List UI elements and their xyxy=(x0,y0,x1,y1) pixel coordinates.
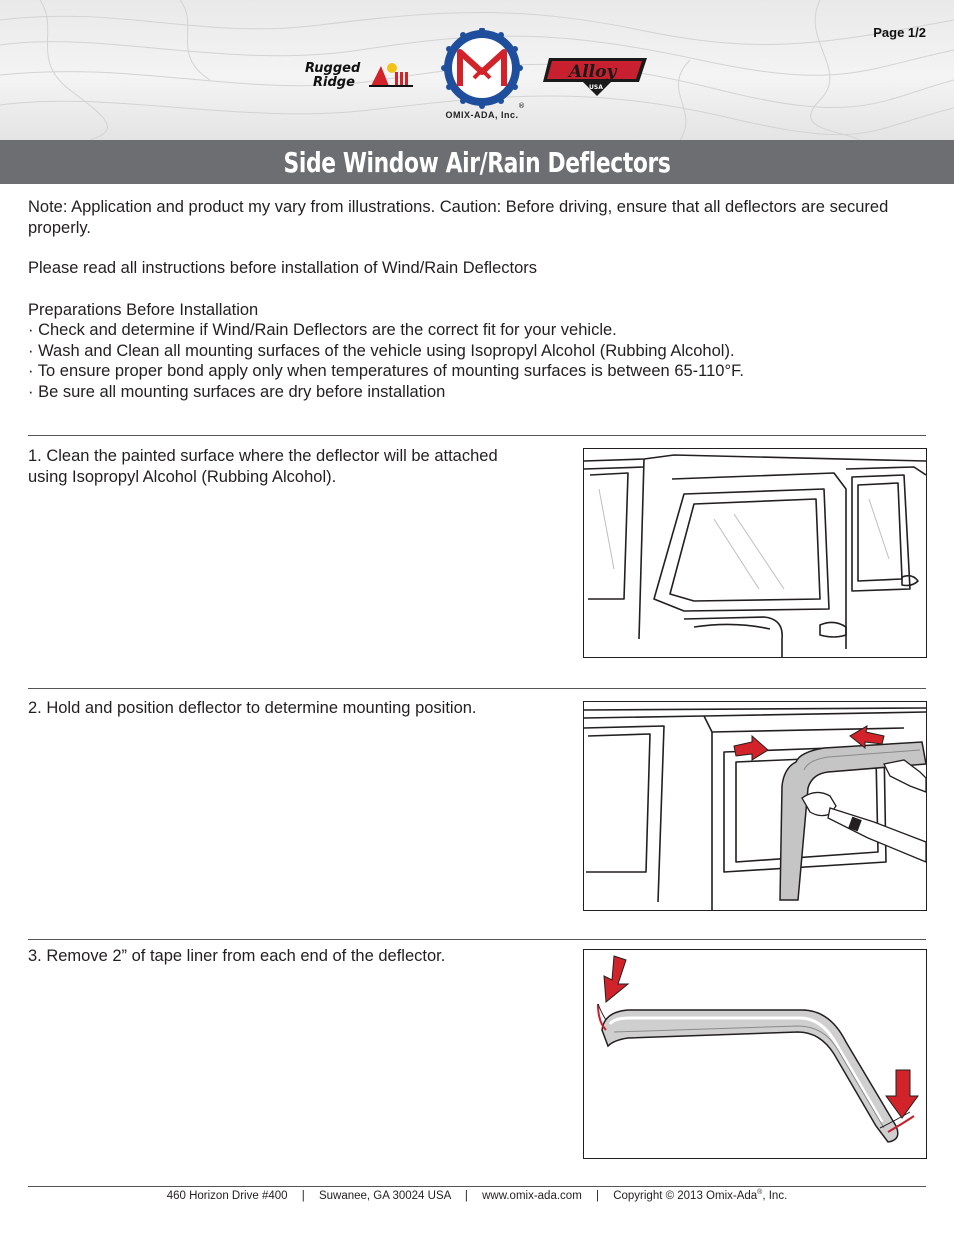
page-number: Page 1/2 xyxy=(873,25,926,40)
footer-city: Suwanee, GA 30024 USA xyxy=(318,1189,451,1202)
alloy-logo-sub: USA xyxy=(589,84,603,91)
read-instructions-line: Please read all instructions before installation of Wind/Rain Deflectors xyxy=(28,259,538,277)
registered-mark: ® xyxy=(518,102,525,110)
footer-divider xyxy=(28,1186,926,1187)
step-1-illustration xyxy=(583,448,927,658)
footer-copyright: Copyright © 2013 Omix-Ada xyxy=(613,1189,758,1202)
section-divider xyxy=(28,688,926,689)
footer-copyright-suffix: , Inc. xyxy=(762,1189,788,1202)
page-title: Side Window Air/Rain Deflectors xyxy=(283,146,671,179)
step-2-text: 2. Hold and position deflector to determine mounting position. xyxy=(28,699,477,717)
prep-item: · Check and determine if Wind/Rain Deflectors are the correct fit for your vehicle. xyxy=(28,321,617,339)
step-3-illustration xyxy=(583,949,927,1159)
prep-item: · Be sure all mounting surfaces are dry before installation xyxy=(28,383,446,401)
section-divider xyxy=(28,435,926,436)
omix-ada-label: OMIX-ADA, Inc. xyxy=(445,110,519,120)
rugged-ridge-logo-line2: Ridge xyxy=(313,75,355,90)
step-1-text: 1. Clean the painted surface where the deflector will be attached using Isopropyl Alcohol (Rubbing Alcohol). xyxy=(28,447,498,486)
omix-ada-logo xyxy=(438,28,526,120)
footer-website-link[interactable]: www.omix-ada.com xyxy=(482,1189,582,1202)
rugged-ridge-logo xyxy=(303,58,418,95)
title-bar xyxy=(0,140,954,184)
footer-address: 460 Horizon Drive #400 xyxy=(166,1189,288,1202)
rugged-ridge-logo-line1: Rugged xyxy=(305,61,361,76)
footer-separator: | xyxy=(301,1189,305,1202)
note-paragraph: Note: Application and product my vary from illustrations. Caution: Before driving, ensure that all deflectors are secured properly. xyxy=(28,198,889,237)
prep-item: · To ensure proper bond apply only when temperatures of mounting surfaces is between 65-110°F. xyxy=(28,362,744,380)
footer xyxy=(28,1189,926,1202)
footer-registered-mark: ® xyxy=(757,1189,763,1196)
preparations-heading: Preparations Before Installation xyxy=(28,301,259,319)
footer-separator: | xyxy=(464,1189,468,1202)
step-3-text: 3. Remove 2” of tape liner from each end of the deflector. xyxy=(28,947,446,965)
prep-item: · Wash and Clean all mounting surfaces of the vehicle using Isopropyl Alcohol (Rubbing Alcohol). xyxy=(28,342,735,360)
section-divider xyxy=(28,939,926,940)
alloy-usa-logo xyxy=(541,52,651,103)
alloy-logo-text: Alloy xyxy=(569,62,617,82)
footer-separator: | xyxy=(595,1189,599,1202)
step-2-illustration xyxy=(583,701,927,911)
